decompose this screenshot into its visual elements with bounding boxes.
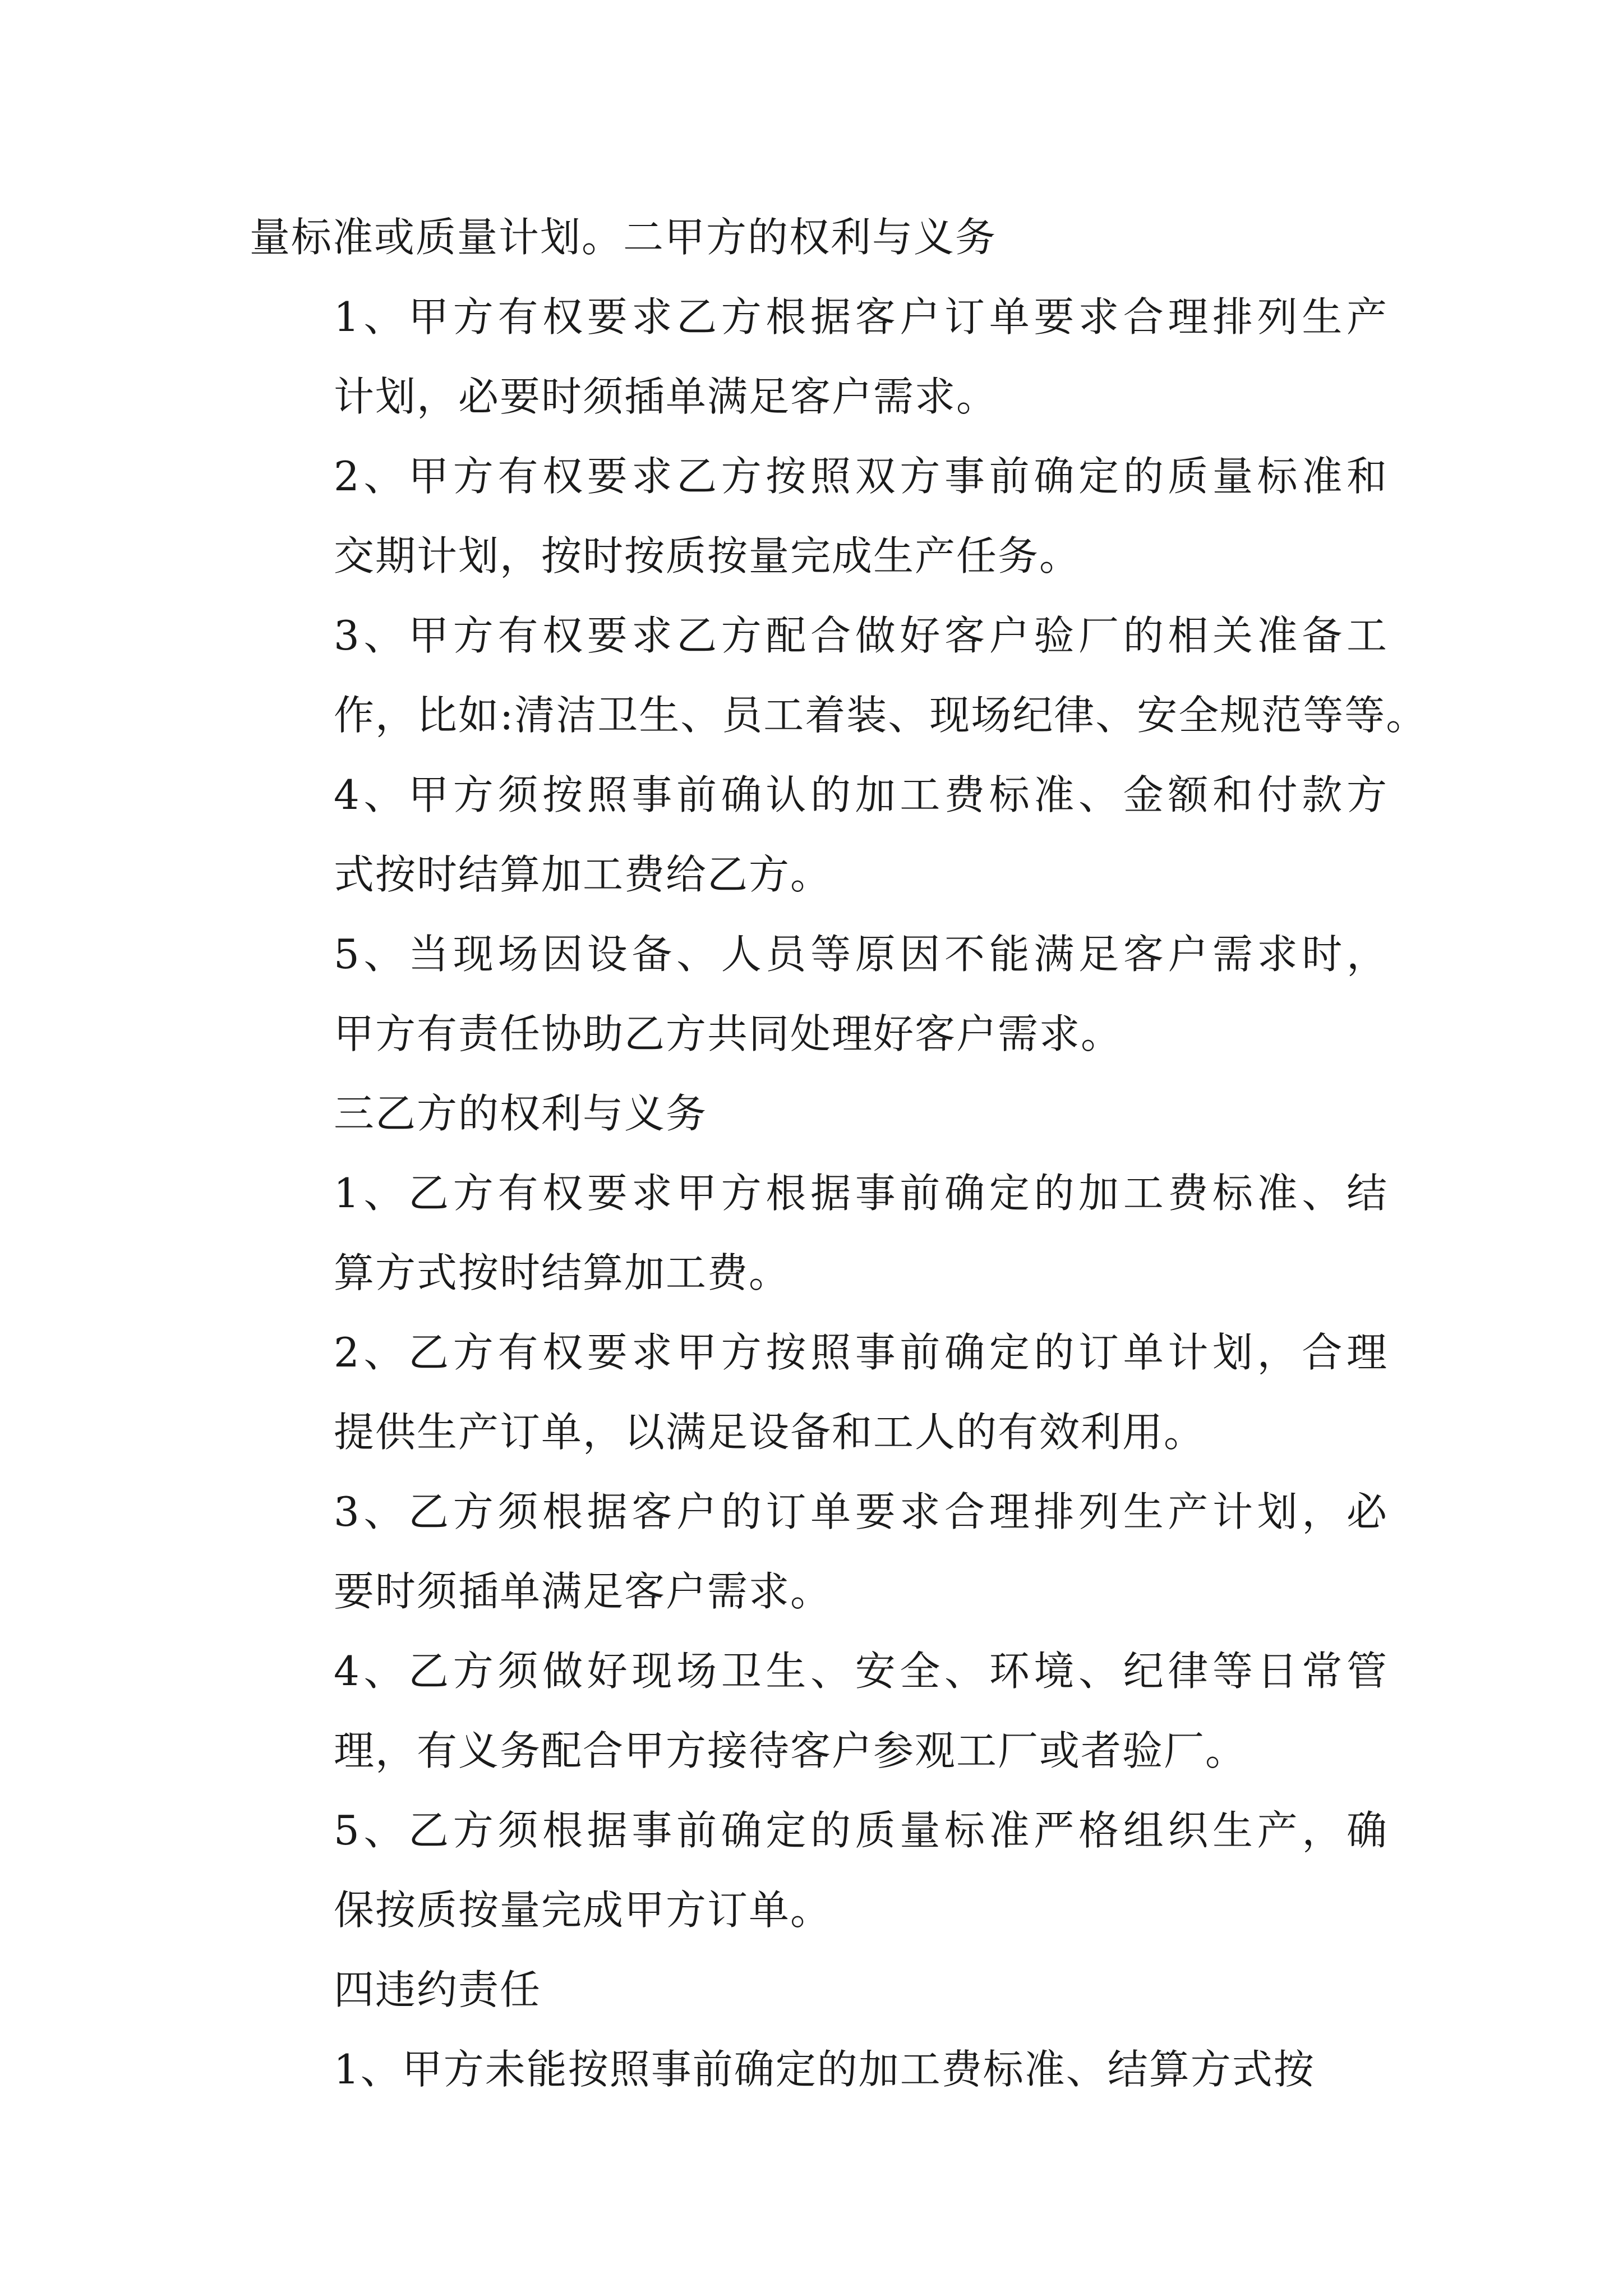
document-body <box>250 197 1428 2109</box>
paragraph <box>250 1791 1388 1950</box>
text-line: 理，有义务配合甲方接待客户参观工厂或者验厂。 <box>334 1727 1247 1774</box>
text-line: 4、乙方须做好现场卫生、安全、环境、纪律等日常管 <box>334 1648 1388 1695</box>
paragraph <box>250 2030 1388 2109</box>
text-line: 保按质按量完成甲方订单。 <box>334 1887 832 1934</box>
text-line: 算方式按时结算加工费。 <box>334 1249 791 1296</box>
text-line: 1、甲方未能按照事前确定的加工费标准、结算方式按 <box>334 2046 1315 2093</box>
paragraph <box>250 1631 1388 1791</box>
text-line: 4、甲方须按照事前确认的加工费标准、金额和付款方 <box>334 771 1388 818</box>
paragraph <box>250 1950 1388 2030</box>
text-line: 甲方有责任协助乙方共同处理好客户需求。 <box>334 1010 1123 1057</box>
paragraph <box>250 596 1428 755</box>
text-line: 计划，必要时须插单满足客户需求。 <box>334 373 998 420</box>
text-line: 3、乙方须根据客户的订单要求合理排列生产计划，必 <box>334 1488 1388 1535</box>
text-line: 5、当现场因设备、人员等原因不能满足客户需求时， <box>334 931 1388 978</box>
paragraph <box>250 436 1388 596</box>
text-line: 作，比如:清洁卫生、员工着装、现场纪律、安全规范等等。 <box>334 692 1428 739</box>
paragraph <box>250 197 1388 277</box>
paragraph <box>250 1153 1388 1313</box>
paragraph <box>250 914 1388 1074</box>
text-line: 2、乙方有权要求甲方按照事前确定的订单计划，合理 <box>334 1329 1388 1376</box>
paragraph <box>250 755 1388 914</box>
paragraph <box>250 1313 1388 1472</box>
text-line: 提供生产订单，以满足设备和工人的有效利用。 <box>334 1409 1206 1456</box>
text-line: 量标准或质量计划。二甲方的权利与义务 <box>250 214 997 261</box>
text-line: 式按时结算加工费给乙方。 <box>334 851 832 898</box>
paragraph <box>250 1472 1388 1631</box>
text-line: 三乙方的权利与义务 <box>334 1090 708 1137</box>
text-line: 3、甲方有权要求乙方配合做好客户验厂的相关准备工 <box>334 612 1388 659</box>
text-line: 5、乙方须根据事前确定的质量标准严格组织生产，确 <box>334 1807 1388 1854</box>
paragraph <box>250 277 1388 436</box>
text-line: 要时须插单满足客户需求。 <box>334 1568 832 1615</box>
text-line: 四违约责任 <box>334 1966 542 2013</box>
paragraph <box>250 1074 1388 1153</box>
text-line: 1、乙方有权要求甲方根据事前确定的加工费标准、结 <box>334 1170 1388 1217</box>
text-line: 交期计划，按时按质按量完成生产任务。 <box>334 532 1081 579</box>
text-line: 1、甲方有权要求乙方根据客户订单要求合理排列生产 <box>334 293 1388 341</box>
text-line: 2、甲方有权要求乙方按照双方事前确定的质量标准和 <box>334 453 1388 500</box>
